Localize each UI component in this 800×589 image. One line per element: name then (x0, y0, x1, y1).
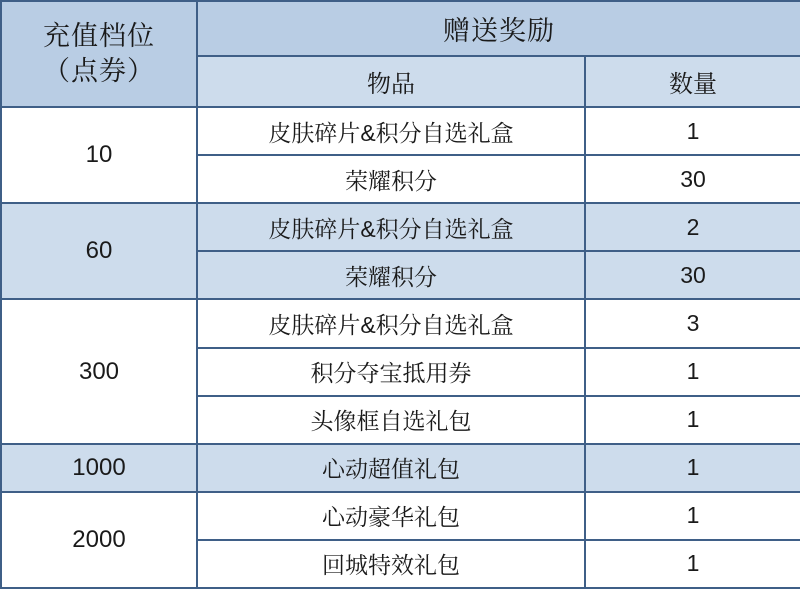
reward-quantity-cell: 1 (585, 348, 800, 396)
reward-quantity-cell: 1 (585, 107, 800, 155)
tier-cell: 1000 (1, 444, 197, 492)
table-row (1, 444, 800, 492)
reward-quantity-cell: 3 (585, 299, 800, 347)
header-tier-line1: 充值档位 (43, 21, 155, 52)
table-row (1, 107, 800, 155)
reward-item-cell: 荣耀积分 (197, 251, 585, 299)
reward-quantity-cell: 30 (585, 251, 800, 299)
reward-item-cell: 皮肤碎片&积分自选礼盒 (197, 107, 585, 155)
table-header-row-1 (1, 1, 800, 56)
table-row (1, 299, 800, 347)
reward-item-cell: 皮肤碎片&积分自选礼盒 (197, 203, 585, 251)
reward-item-cell: 积分夺宝抵用券 (197, 348, 585, 396)
reward-item-cell: 皮肤碎片&积分自选礼盒 (197, 299, 585, 347)
reward-quantity-cell: 1 (585, 444, 800, 492)
reward-quantity-cell: 2 (585, 203, 800, 251)
reward-item-cell: 荣耀积分 (197, 155, 585, 203)
reward-item-cell: 心动超值礼包 (197, 444, 585, 492)
header-cell-reward-group: 赠送奖励 (197, 1, 800, 56)
table-row (1, 492, 800, 540)
tier-cell: 2000 (1, 492, 197, 588)
tier-cell: 10 (1, 107, 197, 203)
reward-item-cell: 心动豪华礼包 (197, 492, 585, 540)
header-cell-quantity: 数量 (585, 56, 800, 107)
header-cell-item: 物品 (197, 56, 585, 107)
reward-quantity-cell: 1 (585, 492, 800, 540)
tier-cell: 300 (1, 299, 197, 443)
reward-quantity-cell: 1 (585, 396, 800, 444)
table-row (1, 203, 800, 251)
reward-item-cell: 回城特效礼包 (197, 540, 585, 588)
tier-cell: 60 (1, 203, 197, 299)
reward-quantity-cell: 30 (585, 155, 800, 203)
table-body (1, 1, 800, 588)
header-tier-line2: （点券） (43, 56, 155, 87)
reward-item-cell: 头像框自选礼包 (197, 396, 585, 444)
reward-quantity-cell: 1 (585, 540, 800, 588)
header-cell-tier (1, 1, 197, 107)
